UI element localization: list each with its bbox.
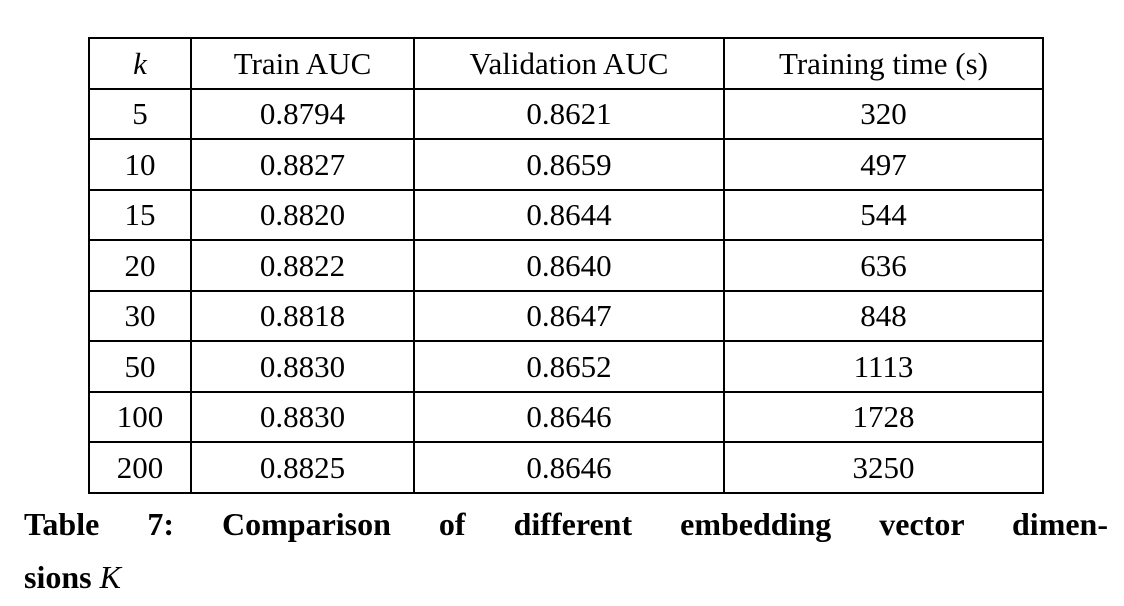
cell-train-auc: 0.8820 — [191, 190, 414, 241]
cell-train-auc: 0.8822 — [191, 240, 414, 291]
cell-validation-auc: 0.8652 — [414, 341, 724, 392]
cell-k: 100 — [89, 392, 191, 443]
cell-k: 30 — [89, 291, 191, 342]
cell-training-time: 636 — [724, 240, 1043, 291]
cell-k: 50 — [89, 341, 191, 392]
cell-train-auc: 0.8825 — [191, 442, 414, 493]
caption-line-2 — [24, 551, 1108, 604]
table-row — [89, 89, 1043, 140]
table-row — [89, 341, 1043, 392]
cell-validation-auc: 0.8646 — [414, 442, 724, 493]
table-caption — [24, 498, 1108, 604]
embedding-dimensions-table — [88, 37, 1044, 494]
col-header-train-auc: Train AUC — [191, 38, 414, 89]
cell-validation-auc: 0.8659 — [414, 139, 724, 190]
table-row — [89, 240, 1043, 291]
cell-training-time: 497 — [724, 139, 1043, 190]
table-row — [89, 291, 1043, 342]
table-row — [89, 442, 1043, 493]
cell-k: 10 — [89, 139, 191, 190]
cell-training-time: 1113 — [724, 341, 1043, 392]
caption-line-2-text: sions — [24, 559, 92, 595]
cell-validation-auc: 0.8640 — [414, 240, 724, 291]
cell-training-time: 320 — [724, 89, 1043, 140]
cell-train-auc: 0.8794 — [191, 89, 414, 140]
caption-line-1: Table 7: Comparison of different embedding vector dimen- — [24, 506, 1108, 542]
cell-train-auc: 0.8827 — [191, 139, 414, 190]
col-header-training-time: Training time (s) — [724, 38, 1043, 89]
cell-k: 200 — [89, 442, 191, 493]
cell-validation-auc: 0.8647 — [414, 291, 724, 342]
cell-k: 5 — [89, 89, 191, 140]
cell-training-time: 1728 — [724, 392, 1043, 443]
table-header-row — [89, 38, 1043, 89]
table-row — [89, 190, 1043, 241]
cell-k: 15 — [89, 190, 191, 241]
cell-validation-auc: 0.8644 — [414, 190, 724, 241]
table-row — [89, 392, 1043, 443]
cell-validation-auc: 0.8621 — [414, 89, 724, 140]
cell-training-time: 544 — [724, 190, 1043, 241]
cell-training-time: 848 — [724, 291, 1043, 342]
cell-train-auc: 0.8818 — [191, 291, 414, 342]
cell-k: 20 — [89, 240, 191, 291]
cell-training-time: 3250 — [724, 442, 1043, 493]
caption-variable-K: K — [99, 559, 121, 595]
col-header-k: k — [89, 38, 191, 89]
cell-validation-auc: 0.8646 — [414, 392, 724, 443]
col-header-validation-auc: Validation AUC — [414, 38, 724, 89]
cell-train-auc: 0.8830 — [191, 392, 414, 443]
cell-train-auc: 0.8830 — [191, 341, 414, 392]
table-row — [89, 139, 1043, 190]
